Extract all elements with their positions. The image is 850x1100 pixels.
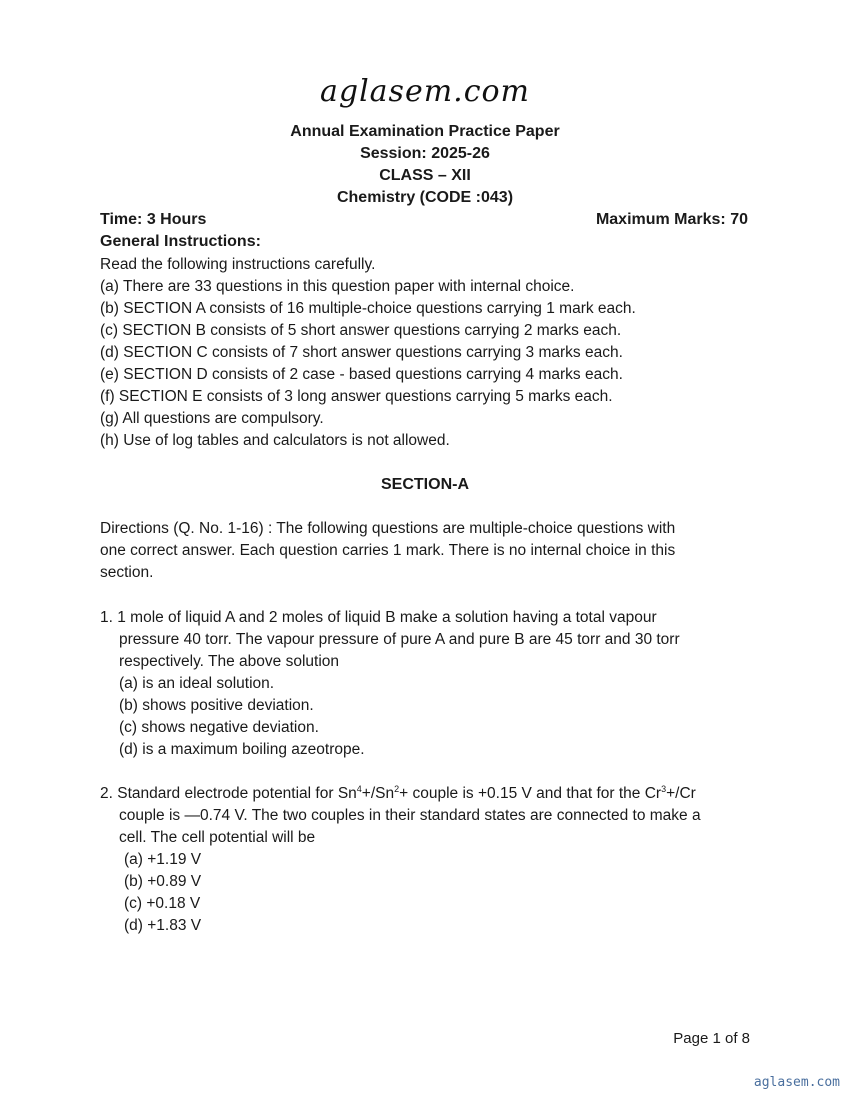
q2-part: 2. Standard electrode potential for Sn — [100, 785, 357, 802]
subject-label: Chemistry (CODE :043) — [336, 189, 514, 206]
question-2-option-b: (b) +0.89 V — [124, 873, 202, 890]
question-1-text: pressure 40 torr. The vapour pressure of pure A and pure B are 45 torr and 30 torr — [119, 631, 680, 648]
paper-title: Annual Examination Practice Paper — [290, 123, 560, 140]
instruction-item: (c) SECTION B consists of 5 short answer questions carrying 2 marks each. — [100, 322, 622, 339]
instruction-item: (h) Use of log tables and calculators is not allowed. — [100, 432, 450, 449]
q2-part: + couple is +0.15 V and that for the Cr — [399, 785, 662, 802]
question-1-option-b: (b) shows positive deviation. — [119, 697, 314, 714]
session-label: Session: 2025-26 — [360, 145, 490, 162]
instruction-item: (g) All questions are compulsory. — [100, 410, 324, 427]
instruction-item: (a) There are 33 questions in this question paper with internal choice. — [100, 278, 575, 295]
question-2-text: couple is —0.74 V. The two couples in their standard states are connected to make a — [119, 807, 701, 824]
instruction-item: (d) SECTION C consists of 7 short answer questions carrying 3 marks each. — [100, 344, 623, 361]
class-label: CLASS – XII — [379, 167, 471, 184]
page-number: Page 1 of 8 — [673, 1030, 750, 1047]
time-label: Time: 3 Hours — [100, 211, 207, 228]
instruction-item: (f) SECTION E consists of 3 long answer questions carrying 5 marks each. — [100, 388, 613, 405]
question-1-text: 1. 1 mole of liquid A and 2 moles of liquid B make a solution having a total vapour — [100, 609, 657, 626]
question-2-text — [100, 785, 696, 803]
section-heading: SECTION-A — [381, 476, 469, 493]
instruction-item: (b) SECTION A consists of 16 multiple-choice questions carrying 1 mark each. — [100, 300, 636, 317]
q2-part: +/Sn — [361, 785, 395, 802]
question-2-text: cell. The cell potential will be — [119, 829, 316, 846]
question-2-option-c: (c) +0.18 V — [124, 895, 201, 912]
instructions-intro: Read the following instructions carefully. — [100, 256, 376, 273]
directions-line: Directions (Q. No. 1-16) : The following questions are multiple-choice questions with — [100, 520, 676, 537]
question-2-option-a: (a) +1.19 V — [124, 851, 202, 868]
q2-superscript: 4 — [356, 784, 362, 794]
instructions-title: General Instructions: — [100, 233, 261, 250]
q2-part: +/Cr — [666, 785, 696, 802]
site-logo: aglasem.com — [319, 74, 530, 109]
question-1-option-c: (c) shows negative deviation. — [119, 719, 319, 736]
question-2-option-d: (d) +1.83 V — [124, 917, 202, 934]
q2-superscript: 2 — [394, 784, 400, 794]
watermark-link[interactable]: aglasem.com — [753, 1075, 840, 1090]
question-1-text: respectively. The above solution — [119, 653, 339, 670]
q2-superscript: 3 — [661, 784, 667, 794]
max-marks-label: Maximum Marks: 70 — [595, 211, 748, 228]
question-1-option-d: (d) is a maximum boiling azeotrope. — [119, 741, 365, 758]
directions-line: section. — [100, 564, 154, 581]
question-1-option-a: (a) is an ideal solution. — [119, 675, 275, 692]
instruction-item: (e) SECTION D consists of 2 case - based questions carrying 4 marks each. — [100, 366, 623, 383]
directions-line: one correct answer. Each question carries 1 mark. There is no internal choice in this — [100, 542, 676, 559]
